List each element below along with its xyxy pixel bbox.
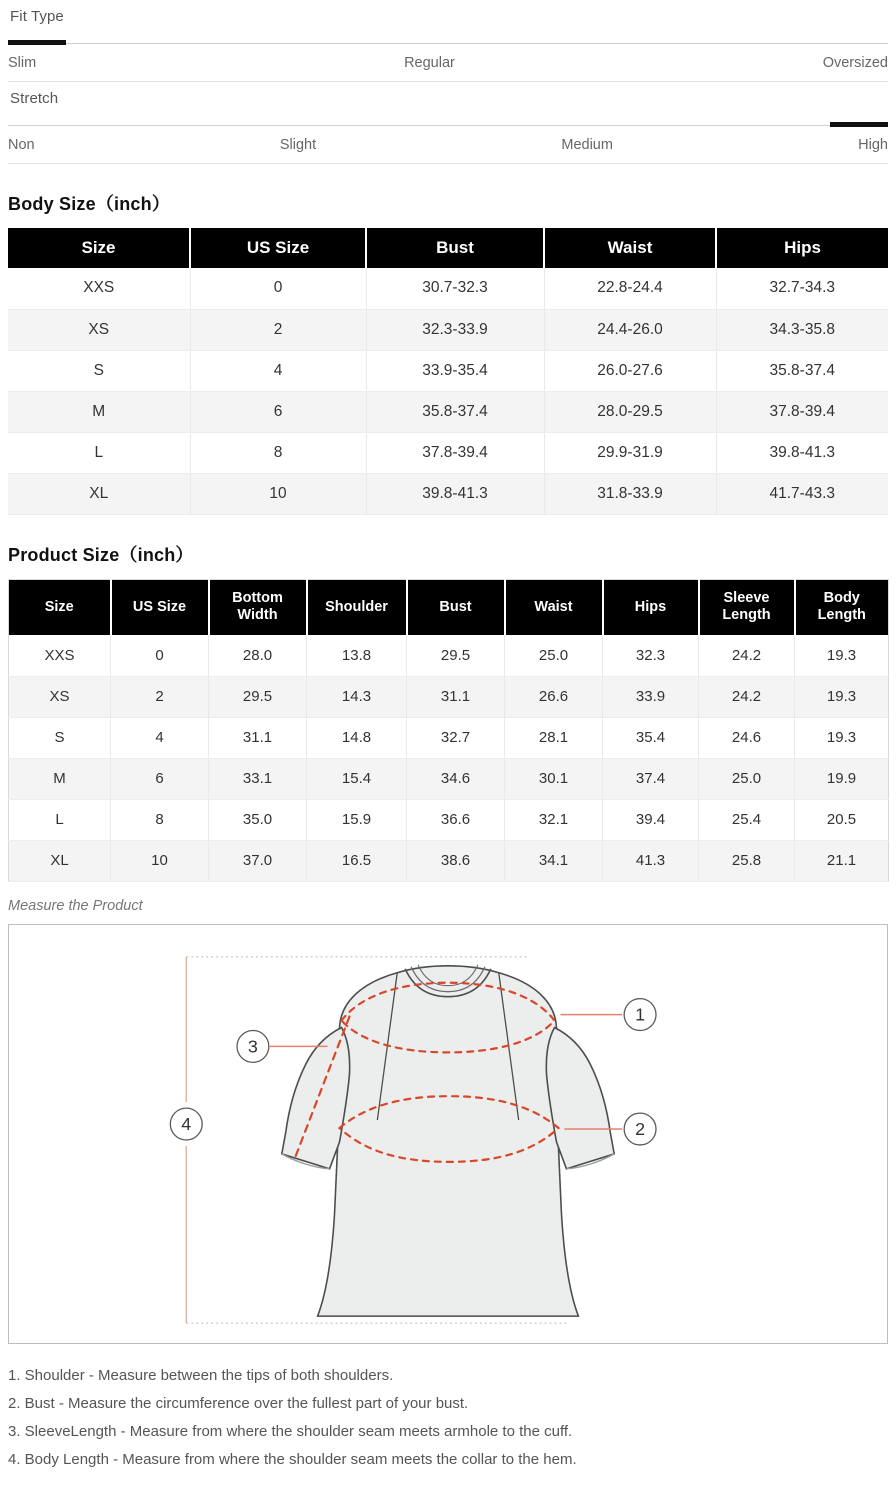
table-cell: 32.3-33.9 bbox=[366, 309, 544, 350]
note-item: 1. Shoulder - Measure between the tips of both shoulders. bbox=[8, 1366, 394, 1384]
attribute-sliders bbox=[0, 0, 896, 164]
table-cell: 10 bbox=[111, 840, 209, 881]
column-header: Size bbox=[8, 228, 190, 268]
table-cell: 39.8-41.3 bbox=[366, 473, 544, 514]
attribute-stretch bbox=[8, 82, 888, 163]
table-cell: 24.2 bbox=[699, 635, 795, 676]
measure-caption: Measure the Product bbox=[8, 897, 143, 914]
column-header: Hips bbox=[603, 579, 699, 635]
table-row bbox=[9, 758, 889, 799]
table-cell: 24.2 bbox=[699, 676, 795, 717]
table-cell: 8 bbox=[190, 432, 366, 473]
table-cell: 2 bbox=[111, 676, 209, 717]
table-cell: 28.0 bbox=[209, 635, 307, 676]
table-cell: 31.1 bbox=[407, 676, 505, 717]
table-cell: XXS bbox=[8, 268, 190, 309]
table-cell: 32.7 bbox=[407, 717, 505, 758]
table-cell: 31.1 bbox=[209, 717, 307, 758]
table-cell: 30.7-32.3 bbox=[366, 268, 544, 309]
table-cell: 8 bbox=[111, 799, 209, 840]
stretch-slider[interactable] bbox=[8, 121, 888, 130]
table-cell: 32.7-34.3 bbox=[716, 268, 888, 309]
table-cell: 25.4 bbox=[699, 799, 795, 840]
table-cell: 0 bbox=[111, 635, 209, 676]
table-cell: XL bbox=[9, 840, 111, 881]
table-cell: 32.3 bbox=[603, 635, 699, 676]
table-row bbox=[9, 717, 889, 758]
table-cell: 39.8-41.3 bbox=[716, 432, 888, 473]
table-cell: 10 bbox=[190, 473, 366, 514]
table-cell: L bbox=[8, 432, 190, 473]
table-cell: 24.4-26.0 bbox=[544, 309, 716, 350]
table-cell: 38.6 bbox=[407, 840, 505, 881]
table-cell: 35.0 bbox=[209, 799, 307, 840]
body-size-table bbox=[8, 228, 888, 515]
stretch-label: Stretch bbox=[10, 90, 59, 107]
table-cell: 35.4 bbox=[603, 717, 699, 758]
table-cell: 21.1 bbox=[795, 840, 889, 881]
table-cell: 19.3 bbox=[795, 635, 889, 676]
table-cell: XS bbox=[9, 676, 111, 717]
table-cell: 14.8 bbox=[307, 717, 407, 758]
stretch-scale bbox=[8, 137, 888, 163]
table-cell: 25.0 bbox=[505, 635, 603, 676]
table-row bbox=[8, 432, 888, 473]
table-cell: L bbox=[9, 799, 111, 840]
column-header: Size bbox=[9, 579, 111, 635]
table-cell: 41.7-43.3 bbox=[716, 473, 888, 514]
column-header: Hips bbox=[716, 228, 888, 268]
table-row bbox=[9, 799, 889, 840]
callout-3-number: 3 bbox=[247, 1035, 258, 1056]
note-item: 2. Bust - Measure the circumference over the fullest part of your bust. bbox=[8, 1394, 469, 1412]
table-row bbox=[8, 350, 888, 391]
fit-type-slider[interactable] bbox=[8, 39, 888, 48]
table-cell: 15.9 bbox=[307, 799, 407, 840]
table-cell: 34.3-35.8 bbox=[716, 309, 888, 350]
table-cell: 34.6 bbox=[407, 758, 505, 799]
table-cell: 4 bbox=[111, 717, 209, 758]
table-cell: 35.8-37.4 bbox=[716, 350, 888, 391]
callout-2-number: 2 bbox=[635, 1118, 646, 1139]
table-cell: 19.3 bbox=[795, 717, 889, 758]
table-cell: 6 bbox=[111, 758, 209, 799]
garment-illustration bbox=[9, 925, 887, 1343]
stretch-scale-medium: Medium bbox=[561, 137, 613, 153]
table-cell: 35.8-37.4 bbox=[366, 391, 544, 432]
table-cell: 19.9 bbox=[795, 758, 889, 799]
table-cell: 20.5 bbox=[795, 799, 889, 840]
fit-type-slider-thumb[interactable] bbox=[8, 40, 66, 45]
table-row bbox=[8, 309, 888, 350]
column-header: Waist bbox=[505, 579, 603, 635]
table-cell: 6 bbox=[190, 391, 366, 432]
stretch-scale-high: High bbox=[858, 137, 888, 153]
measure-diagram bbox=[8, 924, 888, 1344]
table-cell: 36.6 bbox=[407, 799, 505, 840]
table-cell: 25.0 bbox=[699, 758, 795, 799]
table-cell: 29.9-31.9 bbox=[544, 432, 716, 473]
body-size-unit: （inch） bbox=[95, 194, 171, 214]
table-cell: 41.3 bbox=[603, 840, 699, 881]
callout-2 bbox=[624, 1113, 656, 1145]
table-cell: XL bbox=[8, 473, 190, 514]
table-cell: 28.0-29.5 bbox=[544, 391, 716, 432]
body-size-heading bbox=[0, 164, 896, 228]
column-header: Shoulder bbox=[307, 579, 407, 635]
table-cell: M bbox=[9, 758, 111, 799]
table-cell: S bbox=[9, 717, 111, 758]
table-row bbox=[8, 268, 888, 309]
table-cell: 25.8 bbox=[699, 840, 795, 881]
column-header: Bust bbox=[407, 579, 505, 635]
table-cell: XS bbox=[8, 309, 190, 350]
column-header: Bottom Width bbox=[209, 579, 307, 635]
fit-type-scale-oversized: Oversized bbox=[822, 55, 888, 71]
product-size-unit: （inch） bbox=[119, 544, 194, 565]
table-header-row bbox=[8, 228, 888, 268]
table-cell: 19.3 bbox=[795, 676, 889, 717]
table-cell: 30.1 bbox=[505, 758, 603, 799]
table-cell: 37.8-39.4 bbox=[716, 391, 888, 432]
callout-4-number: 4 bbox=[181, 1113, 192, 1134]
table-cell: 33.1 bbox=[209, 758, 307, 799]
table-cell: 22.8-24.4 bbox=[544, 268, 716, 309]
table-cell: 33.9 bbox=[603, 676, 699, 717]
table-cell: 26.6 bbox=[505, 676, 603, 717]
table-cell: 16.5 bbox=[307, 840, 407, 881]
table-cell: M bbox=[8, 391, 190, 432]
table-row bbox=[9, 635, 889, 676]
table-row bbox=[8, 473, 888, 514]
fit-type-label: Fit Type bbox=[10, 8, 64, 25]
attribute-fit-type bbox=[8, 0, 888, 81]
stretch-slider-thumb[interactable] bbox=[830, 122, 888, 127]
stretch-scale-slight: Slight bbox=[279, 137, 317, 153]
table-row bbox=[8, 391, 888, 432]
table-cell: 24.6 bbox=[699, 717, 795, 758]
note-item: 3. SleeveLength - Measure from where the shoulder seam meets armhole to the cuff. bbox=[8, 1422, 573, 1440]
table-cell: 26.0-27.6 bbox=[544, 350, 716, 391]
fit-type-slider-rail bbox=[8, 43, 888, 44]
column-header: Body Length bbox=[795, 579, 889, 635]
table-row bbox=[9, 676, 889, 717]
table-cell: 33.9-35.4 bbox=[366, 350, 544, 391]
column-header: Waist bbox=[544, 228, 716, 268]
stretch-scale-non: Non bbox=[8, 137, 35, 153]
product-size-heading bbox=[0, 515, 896, 579]
table-cell: 39.4 bbox=[603, 799, 699, 840]
body-size-heading-text: Body Size bbox=[8, 194, 96, 214]
table-cell: 32.1 bbox=[505, 799, 603, 840]
stretch-slider-rail bbox=[8, 125, 888, 126]
callout-3 bbox=[237, 1030, 269, 1062]
column-header: US Size bbox=[111, 579, 209, 635]
product-size-heading-text: Product Size bbox=[8, 544, 120, 565]
table-cell: 2 bbox=[190, 309, 366, 350]
callout-4 bbox=[170, 1108, 202, 1140]
table-cell: S bbox=[8, 350, 190, 391]
fit-type-scale-slim: Slim bbox=[8, 55, 37, 71]
table-cell: 13.8 bbox=[307, 635, 407, 676]
table-cell: 37.4 bbox=[603, 758, 699, 799]
column-header: US Size bbox=[190, 228, 366, 268]
table-cell: 37.8-39.4 bbox=[366, 432, 544, 473]
table-cell: 37.0 bbox=[209, 840, 307, 881]
product-size-table bbox=[8, 579, 889, 882]
fit-type-scale-regular: Regular bbox=[404, 55, 455, 71]
fit-type-scale bbox=[8, 55, 888, 81]
table-cell: 14.3 bbox=[307, 676, 407, 717]
table-cell: 31.8-33.9 bbox=[544, 473, 716, 514]
callout-1-number: 1 bbox=[635, 1004, 646, 1025]
table-header-row bbox=[9, 579, 889, 635]
column-header: Sleeve Length bbox=[699, 579, 795, 635]
table-cell: 15.4 bbox=[307, 758, 407, 799]
table-cell: 29.5 bbox=[407, 635, 505, 676]
note-item: 4. Body Length - Measure from where the shoulder seam meets the collar to the hem. bbox=[8, 1450, 577, 1468]
table-row bbox=[9, 840, 889, 881]
callout-1 bbox=[624, 998, 656, 1030]
table-cell: 29.5 bbox=[209, 676, 307, 717]
table-cell: XXS bbox=[9, 635, 111, 676]
table-cell: 4 bbox=[190, 350, 366, 391]
table-cell: 0 bbox=[190, 268, 366, 309]
table-cell: 34.1 bbox=[505, 840, 603, 881]
column-header: Bust bbox=[366, 228, 544, 268]
measurement-notes bbox=[0, 1344, 896, 1478]
table-cell: 28.1 bbox=[505, 717, 603, 758]
